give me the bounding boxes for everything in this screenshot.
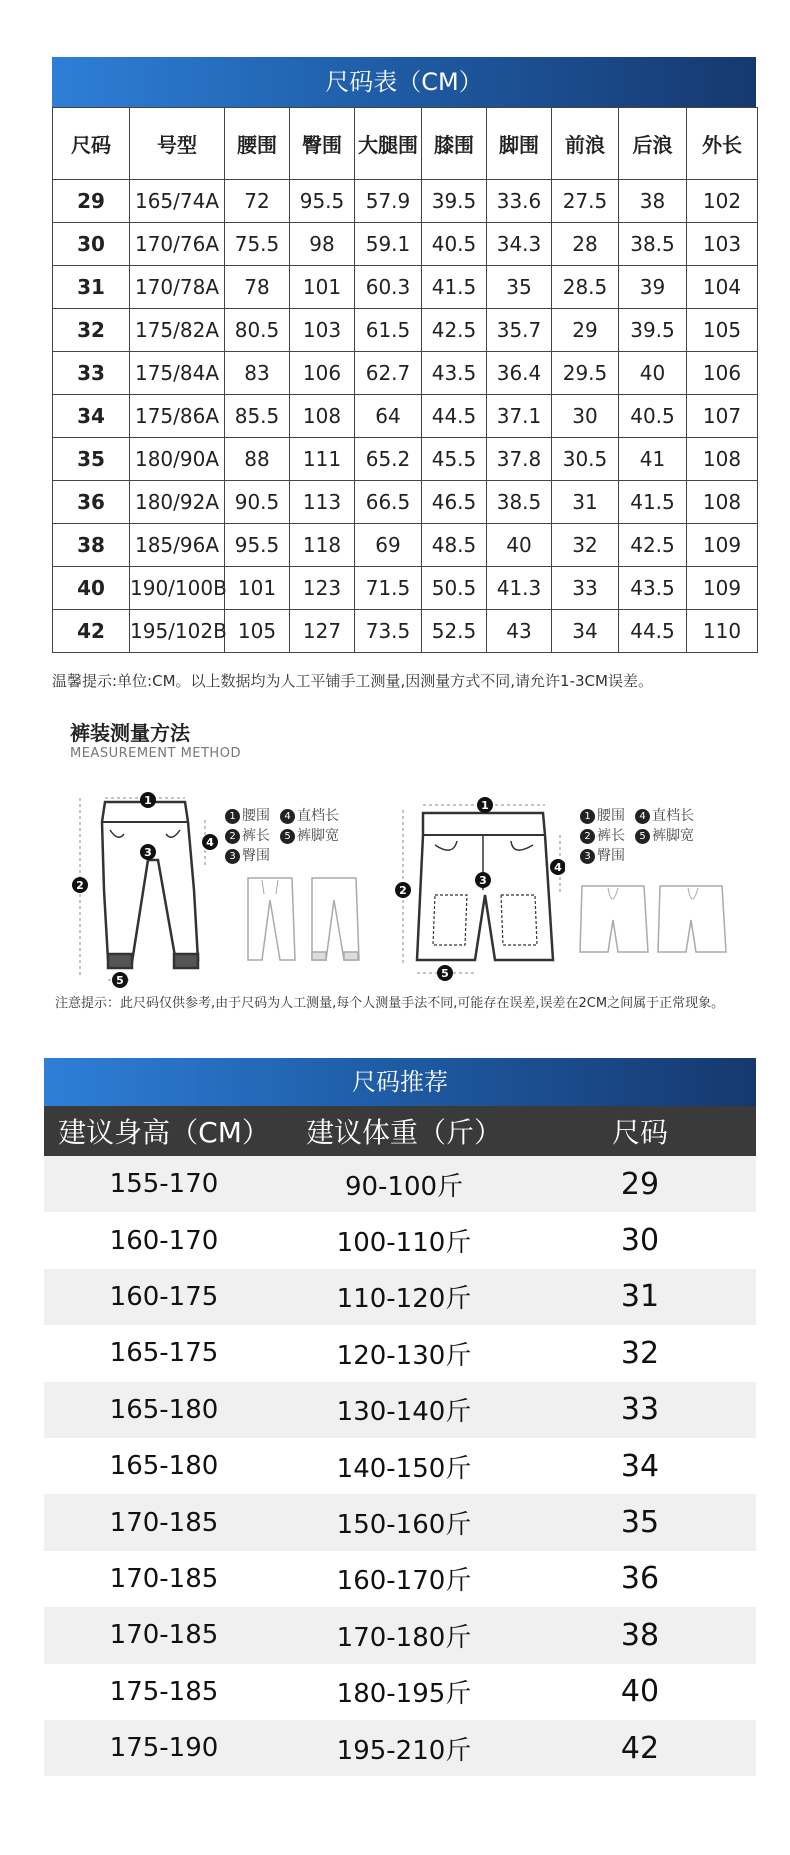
- pants-marker-3-label: 3: [144, 846, 152, 859]
- shorts-marker-2-label: 2: [399, 884, 407, 897]
- size-value-cell: 101: [290, 266, 355, 309]
- size-value-cell: 62.7: [355, 352, 422, 395]
- size-cell: 30: [524, 1212, 756, 1268]
- size-value-cell: 29: [552, 309, 619, 352]
- size-value-cell: 34.3: [487, 223, 552, 266]
- size-cell: 35: [524, 1494, 756, 1550]
- size-value-cell: 32: [552, 524, 619, 567]
- size-value-cell: 78: [225, 266, 290, 309]
- size-cell: 32: [524, 1325, 756, 1381]
- size-value-cell: 190/100B: [130, 567, 225, 610]
- size-value-cell: 42.5: [619, 524, 687, 567]
- size-value-cell: 52.5: [422, 610, 487, 653]
- shorts-legend: 1 腰围 4 直档长 2 裤长 5 裤脚宽 3 臀围: [580, 805, 740, 865]
- measurement-title: 裤装测量方法: [70, 721, 190, 745]
- size-value-cell: 72: [225, 180, 290, 223]
- table-row: [44, 1607, 756, 1663]
- size-code-cell: 31: [53, 266, 130, 309]
- size-value-cell: 165/74A: [130, 180, 225, 223]
- height-cell: 155-170: [44, 1156, 284, 1212]
- table-row: [53, 481, 758, 524]
- table-row: [44, 1551, 756, 1607]
- table-row: [53, 395, 758, 438]
- recommend-header-cell: 尺码: [524, 1106, 756, 1156]
- weight-cell: 170-180斤: [284, 1607, 524, 1663]
- size-value-cell: 46.5: [422, 481, 487, 524]
- size-value-cell: 28: [552, 223, 619, 266]
- height-cell: 170-185: [44, 1607, 284, 1663]
- size-value-cell: 75.5: [225, 223, 290, 266]
- table-row: [53, 180, 758, 223]
- size-value-cell: 106: [687, 352, 758, 395]
- pants-diagram: [60, 790, 220, 990]
- table-row: [44, 1212, 756, 1268]
- size-code-cell: 34: [53, 395, 130, 438]
- size-value-cell: 85.5: [225, 395, 290, 438]
- size-code-cell: 42: [53, 610, 130, 653]
- size-value-cell: 180/92A: [130, 481, 225, 524]
- size-value-cell: 40: [619, 352, 687, 395]
- size-value-cell: 61.5: [355, 309, 422, 352]
- size-value-cell: 185/96A: [130, 524, 225, 567]
- size-value-cell: 38: [619, 180, 687, 223]
- size-value-cell: 113: [290, 481, 355, 524]
- size-value-cell: 108: [687, 438, 758, 481]
- pants-marker-2-label: 2: [76, 879, 84, 892]
- height-cell: 160-170: [44, 1212, 284, 1268]
- weight-cell: 130-140斤: [284, 1382, 524, 1438]
- size-value-cell: 66.5: [355, 481, 422, 524]
- size-value-cell: 29.5: [552, 352, 619, 395]
- size-code-cell: 32: [53, 309, 130, 352]
- size-chart-table: [52, 107, 758, 653]
- table-row: [44, 1720, 756, 1776]
- size-value-cell: 80.5: [225, 309, 290, 352]
- size-cell: 33: [524, 1382, 756, 1438]
- size-value-cell: 110: [687, 610, 758, 653]
- weight-cell: 195-210斤: [284, 1720, 524, 1776]
- size-value-cell: 170/78A: [130, 266, 225, 309]
- shorts-diagram: [395, 795, 565, 985]
- size-value-cell: 195/102B: [130, 610, 225, 653]
- size-chart-note: 温馨提示:单位:CM。以上数据均为人工平铺手工测量,因测量方式不同,请允许1-3CM误差。: [52, 672, 653, 690]
- size-chart-title: 尺码表（CM）: [52, 57, 756, 107]
- size-value-cell: 39: [619, 266, 687, 309]
- size-value-cell: 41.3: [487, 567, 552, 610]
- pants-thumbnail-icons: [240, 870, 370, 970]
- size-value-cell: 90.5: [225, 481, 290, 524]
- size-chart-header-cell: 膝围: [422, 108, 487, 180]
- size-chart-header-cell: 腰围: [225, 108, 290, 180]
- size-value-cell: 106: [290, 352, 355, 395]
- table-row: [53, 524, 758, 567]
- height-cell: 160-175: [44, 1269, 284, 1325]
- size-code-cell: 33: [53, 352, 130, 395]
- shorts-thumbnail-icons: [578, 880, 728, 960]
- size-value-cell: 37.1: [487, 395, 552, 438]
- size-chart-header-cell: 后浪: [619, 108, 687, 180]
- size-value-cell: 111: [290, 438, 355, 481]
- size-value-cell: 65.2: [355, 438, 422, 481]
- weight-cell: 180-195斤: [284, 1664, 524, 1720]
- size-value-cell: 175/82A: [130, 309, 225, 352]
- size-value-cell: 50.5: [422, 567, 487, 610]
- size-cell: 36: [524, 1551, 756, 1607]
- height-cell: 175-190: [44, 1720, 284, 1776]
- recommend-header-row: [44, 1106, 756, 1156]
- size-code-cell: 35: [53, 438, 130, 481]
- size-value-cell: 60.3: [355, 266, 422, 309]
- table-row: [44, 1325, 756, 1381]
- size-chart-header-cell: 脚围: [487, 108, 552, 180]
- size-cell: 31: [524, 1269, 756, 1325]
- size-chart-header-cell: 外长: [687, 108, 758, 180]
- size-code-cell: 29: [53, 180, 130, 223]
- size-value-cell: 42.5: [422, 309, 487, 352]
- table-row: [53, 309, 758, 352]
- size-value-cell: 103: [687, 223, 758, 266]
- size-value-cell: 175/84A: [130, 352, 225, 395]
- size-value-cell: 98: [290, 223, 355, 266]
- size-value-cell: 40.5: [422, 223, 487, 266]
- size-value-cell: 34: [552, 610, 619, 653]
- size-value-cell: 57.9: [355, 180, 422, 223]
- size-chart-header-cell: 尺码: [53, 108, 130, 180]
- table-row: [53, 438, 758, 481]
- table-row: [44, 1494, 756, 1550]
- shorts-marker-5-label: 5: [441, 967, 449, 980]
- size-value-cell: 108: [687, 481, 758, 524]
- size-value-cell: 108: [290, 395, 355, 438]
- size-value-cell: 38.5: [619, 223, 687, 266]
- table-row: [53, 223, 758, 266]
- table-row: [44, 1382, 756, 1438]
- size-value-cell: 123: [290, 567, 355, 610]
- size-value-cell: 39.5: [422, 180, 487, 223]
- table-row: [44, 1269, 756, 1325]
- recommend-table: [44, 1106, 756, 1776]
- size-value-cell: 127: [290, 610, 355, 653]
- size-value-cell: 40: [487, 524, 552, 567]
- weight-cell: 140-150斤: [284, 1438, 524, 1494]
- size-value-cell: 102: [687, 180, 758, 223]
- measurement-subtitle: MEASUREMENT METHOD: [70, 746, 241, 761]
- size-value-cell: 35.7: [487, 309, 552, 352]
- table-row: [44, 1664, 756, 1720]
- size-value-cell: 105: [225, 610, 290, 653]
- shorts-marker-1-label: 1: [481, 799, 489, 812]
- weight-cell: 100-110斤: [284, 1212, 524, 1268]
- size-code-cell: 38: [53, 524, 130, 567]
- size-value-cell: 109: [687, 567, 758, 610]
- pants-marker-5-label: 5: [116, 974, 124, 987]
- size-value-cell: 38.5: [487, 481, 552, 524]
- size-value-cell: 95.5: [290, 180, 355, 223]
- size-value-cell: 31: [552, 481, 619, 524]
- size-chart-header-cell: 号型: [130, 108, 225, 180]
- pants-legend: 1 腰围 4 直档长 2 裤长 5 裤脚宽 3 臀围: [225, 805, 385, 865]
- height-cell: 165-175: [44, 1325, 284, 1381]
- weight-cell: 150-160斤: [284, 1494, 524, 1550]
- size-value-cell: 41.5: [422, 266, 487, 309]
- size-value-cell: 101: [225, 567, 290, 610]
- size-value-cell: 88: [225, 438, 290, 481]
- recommend-header-cell: 建议身高（CM）: [44, 1106, 284, 1156]
- size-value-cell: 105: [687, 309, 758, 352]
- size-cell: 42: [524, 1720, 756, 1776]
- height-cell: 165-180: [44, 1382, 284, 1438]
- size-value-cell: 37.8: [487, 438, 552, 481]
- size-value-cell: 30: [552, 395, 619, 438]
- size-value-cell: 109: [687, 524, 758, 567]
- size-value-cell: 44.5: [619, 610, 687, 653]
- weight-cell: 160-170斤: [284, 1551, 524, 1607]
- size-cell: 29: [524, 1156, 756, 1212]
- size-value-cell: 36.4: [487, 352, 552, 395]
- measurement-notice: 注意提示：此尺码仅供参考,由于尺码为人工测量,每个人测量手法不同,可能存在误差,误差在2CM之间属于正常现象。: [55, 996, 725, 1011]
- size-value-cell: 39.5: [619, 309, 687, 352]
- shorts-marker-4-label: 4: [554, 861, 562, 874]
- size-cell: 34: [524, 1438, 756, 1494]
- size-value-cell: 35: [487, 266, 552, 309]
- size-value-cell: 33: [552, 567, 619, 610]
- size-value-cell: 30.5: [552, 438, 619, 481]
- table-row: [53, 352, 758, 395]
- size-cell: 40: [524, 1664, 756, 1720]
- size-value-cell: 175/86A: [130, 395, 225, 438]
- recommend-header-cell: 建议体重（斤）: [284, 1106, 524, 1156]
- size-value-cell: 180/90A: [130, 438, 225, 481]
- size-value-cell: 41: [619, 438, 687, 481]
- pants-marker-4-label: 4: [206, 836, 214, 849]
- size-value-cell: 118: [290, 524, 355, 567]
- size-value-cell: 45.5: [422, 438, 487, 481]
- size-value-cell: 33.6: [487, 180, 552, 223]
- shorts-marker-3-label: 3: [479, 874, 487, 887]
- table-row: [53, 266, 758, 309]
- table-row: [53, 610, 758, 653]
- size-value-cell: 40.5: [619, 395, 687, 438]
- size-value-cell: 43.5: [422, 352, 487, 395]
- height-cell: 170-185: [44, 1494, 284, 1550]
- height-cell: 170-185: [44, 1551, 284, 1607]
- size-chart-header-cell: 前浪: [552, 108, 619, 180]
- size-code-cell: 40: [53, 567, 130, 610]
- size-code-cell: 30: [53, 223, 130, 266]
- size-value-cell: 71.5: [355, 567, 422, 610]
- height-cell: 175-185: [44, 1664, 284, 1720]
- size-value-cell: 104: [687, 266, 758, 309]
- size-value-cell: 95.5: [225, 524, 290, 567]
- table-row: [44, 1156, 756, 1212]
- size-value-cell: 73.5: [355, 610, 422, 653]
- size-value-cell: 59.1: [355, 223, 422, 266]
- size-value-cell: 69: [355, 524, 422, 567]
- weight-cell: 110-120斤: [284, 1269, 524, 1325]
- table-row: [53, 567, 758, 610]
- size-value-cell: 27.5: [552, 180, 619, 223]
- size-value-cell: 107: [687, 395, 758, 438]
- size-value-cell: 41.5: [619, 481, 687, 524]
- recommend-title: 尺码推荐: [44, 1058, 756, 1106]
- size-value-cell: 64: [355, 395, 422, 438]
- size-cell: 38: [524, 1607, 756, 1663]
- size-code-cell: 36: [53, 481, 130, 524]
- size-value-cell: 170/76A: [130, 223, 225, 266]
- height-cell: 165-180: [44, 1438, 284, 1494]
- size-chart-header-cell: 大腿围: [355, 108, 422, 180]
- size-value-cell: 44.5: [422, 395, 487, 438]
- table-row: [44, 1438, 756, 1494]
- pants-marker-1-label: 1: [144, 794, 152, 807]
- weight-cell: 90-100斤: [284, 1156, 524, 1212]
- size-value-cell: 43: [487, 610, 552, 653]
- size-value-cell: 48.5: [422, 524, 487, 567]
- weight-cell: 120-130斤: [284, 1325, 524, 1381]
- size-value-cell: 83: [225, 352, 290, 395]
- size-value-cell: 28.5: [552, 266, 619, 309]
- size-value-cell: 103: [290, 309, 355, 352]
- size-chart-header-row: [53, 108, 758, 180]
- size-value-cell: 43.5: [619, 567, 687, 610]
- size-chart-header-cell: 臀围: [290, 108, 355, 180]
